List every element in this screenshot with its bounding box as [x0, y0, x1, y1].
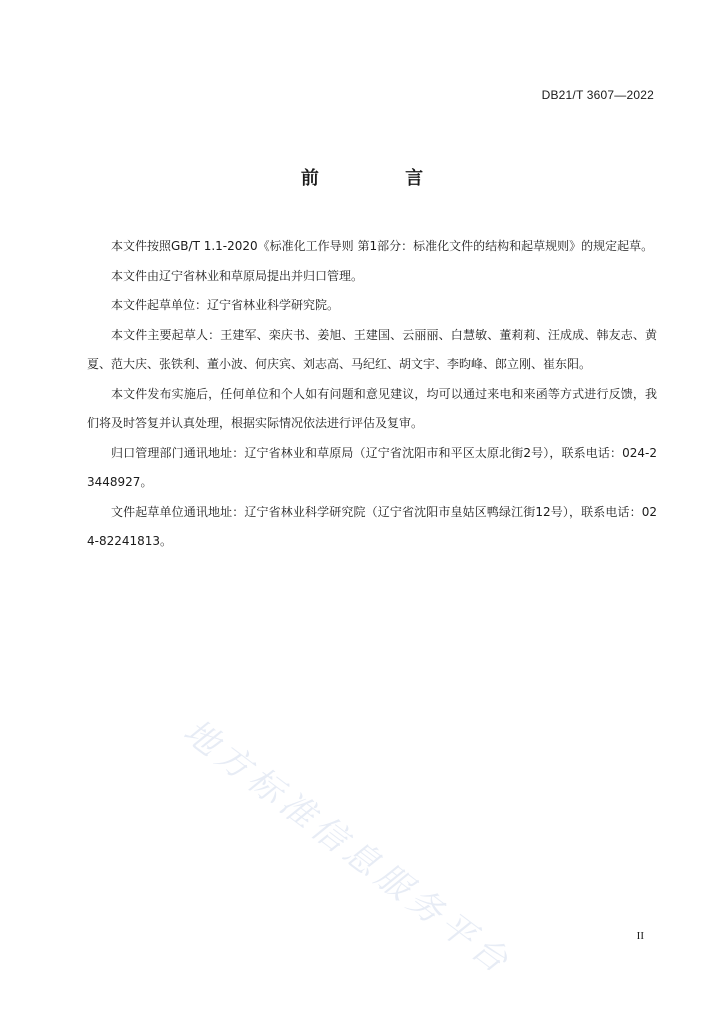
paragraph-feedback: 本文件发布实施后，任何单位和个人如有问题和意见建议，均可以通过来电和来函等方式进行反馈，我们将及时答复并认真处理，根据实际情况依法进行评估及复审。 [87, 386, 657, 430]
document-body [87, 232, 657, 557]
paragraph-drafter-address: 文件起草单位通讯地址：辽宁省林业科学研究院（辽宁省沈阳市皇姑区鸭绿江街12号），联系电话：024-82241813。 [87, 504, 657, 548]
page-number: II [636, 930, 644, 942]
paragraph-management-address: 归口管理部门通讯地址：辽宁省林业和草原局（辽宁省沈阳市和平区太原北街2号），联系电话：024-23448927。 [87, 445, 657, 489]
paragraph-drafting-unit: 本文件起草单位：辽宁省林业科学研究院。 [111, 298, 340, 312]
paragraph-drafters: 本文件主要起草人：王建军、栾庆书、姜旭、王建国、云丽丽、白慧敏、董莉莉、汪成成、韩友志、黄夏、范大庆、张铁利、董小波、何庆宾、刘志高、马纪红、胡文宇、李昀峰、郎立刚、崔东阳。 [87, 327, 657, 371]
paragraph-drafting-basis: 本文件按照GB/T 1.1-2020《标准化工作导则 第1部分：标准化文件的结构和起草规则》的规定起草。 [111, 239, 654, 253]
paragraph-proposer: 本文件由辽宁省林业和草原局提出并归口管理。 [111, 268, 364, 283]
page-title: 前 言 [300, 168, 464, 189]
watermark: 地方标准信息服务平台 [175, 711, 520, 984]
standard-code: DB21/T 3607—2022 [541, 88, 654, 102]
